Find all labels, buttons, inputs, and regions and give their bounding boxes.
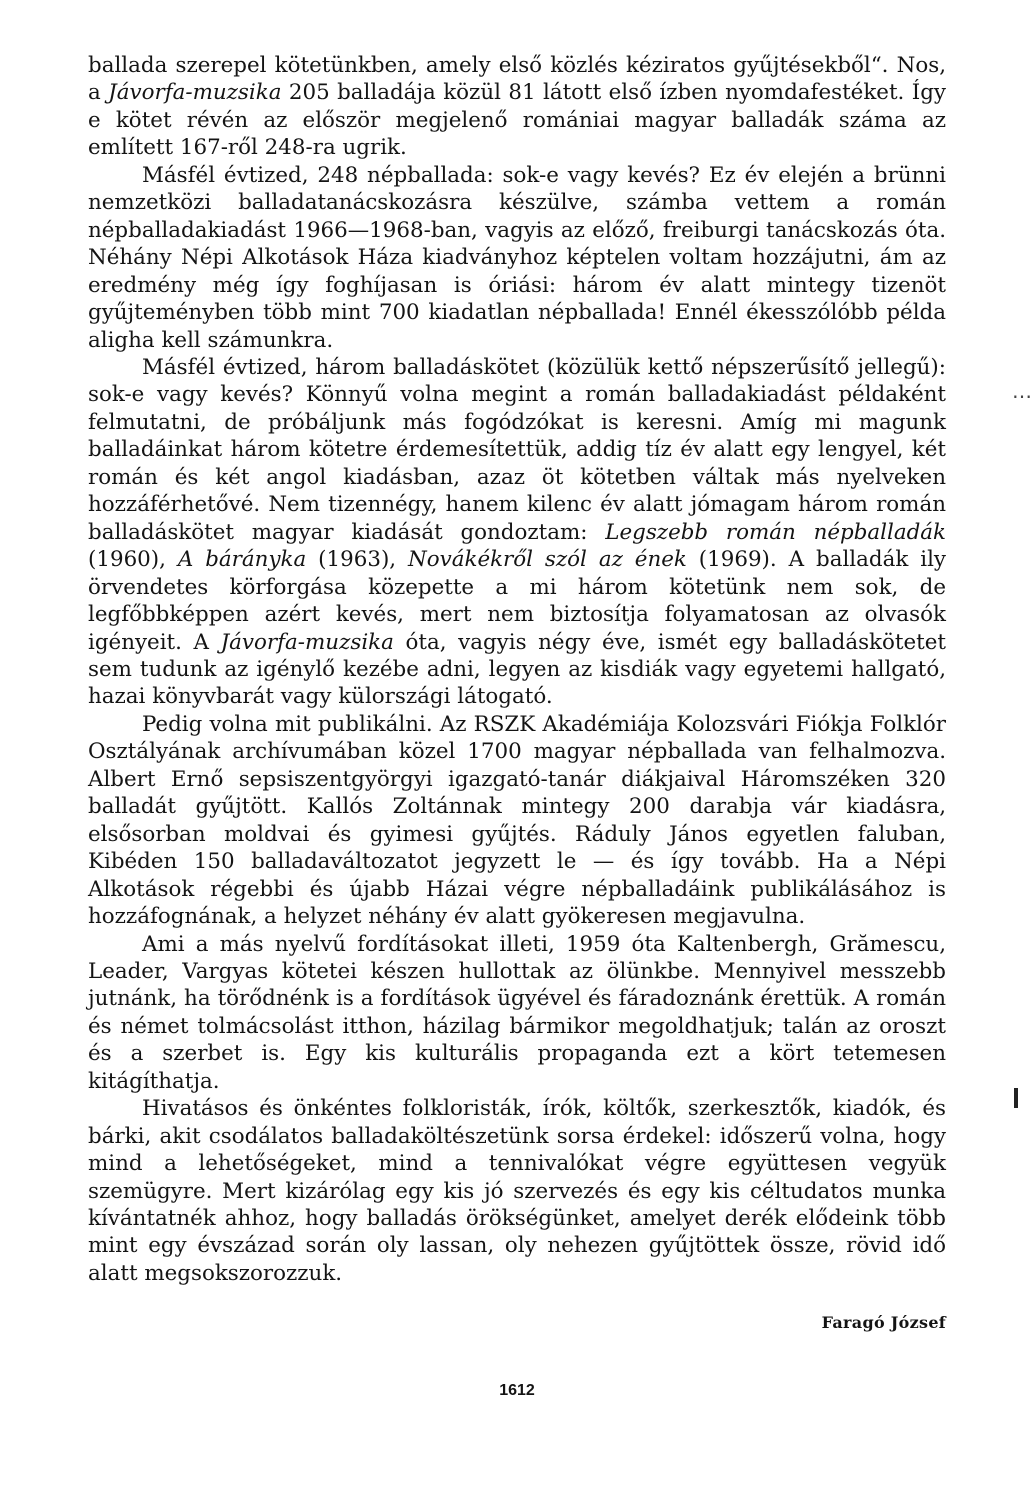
paragraph: ballada szerepel kötetünkben, amely első közlés kéziratos gyűjtésekből“. Nos, a Jávorfa-muzsika 205 balladája közül 81 látott első ízben nyomdafestéket. Így e kötet révén az először megjelenő romániai magyar balladák száma az említett 167-ről 248-ra ugrik.	[88, 53, 946, 161]
italic-title: Novákékről szól az ének	[408, 547, 687, 573]
page-number: 1612	[499, 1382, 535, 1399]
page-content	[88, 52, 947, 1399]
article-body	[88, 52, 946, 1287]
italic-title: Legszebb román népballadák	[605, 519, 947, 545]
paragraph: Hivatásos és önkéntes folkloristák, írók, költők, szerkesztők, kiadók, és bárki, akit csodálatos balladaköltészetünk sorsa érdekel: időszerű volna, hogy mind a lehetőségeket, mind a tennivalókat végre együttesen vegyük szemügyre. Mert kizárólag egy kis jó szervezés és egy kis céltudatos munka kívántatnék ahhoz, hogy balladás örökségünket, amelyet derék elődeink több mint egy évszázad során oly lassan, oly nehezen gyűjtöttek össze, rövid idő alatt megsokszorozzuk.	[88, 1096, 946, 1286]
paragraph: Ami a más nyelvű fordításokat illeti, 1959 óta Kaltenbergh, Grămescu, Leader, Vargyas kötetei készen hullottak az ölünkbe. Mennyivel messzebb jutnánk, ha törődnénk is a fordítások ügyével és fáradoznánk érettük. A román és német tolmácsolást itthon, házilag bármikor megoldhatjuk; talán az oroszt és a szerbet is. Egy kis kulturális propaganda ezt a kört tetemesen kitágíthatja.	[88, 931, 946, 1094]
margin-mark	[1014, 1088, 1018, 1108]
paragraph: Másfél évtized, három balladáskötet (közülük kettő népszerűsítő jellegű): sok-e vagy kevés? Könnyű volna megint a román balladakiadást példaként felmutatni, de próbáljunk más fogódzókat is keresni. Amíg mi magunk balladáinkat három kötetre érdemesítettük, addig tíz év alatt egy lengyel, két román és két angol kiadásban, azaz öt kötetben váltak más nyelveken hozzáférhetővé. Nem tizennégy, hanem kilenc év alatt jómagam három román balladáskötet magyar kiadását gondoztam: Legszebb román népballadák (1960), A bárányka (1963), Novákékről szól az ének (1969). A balladák ily örvendetes körforgása közepette a mi három kötetünk nem sok, de legfőbbképpen azért kevés, mert nem biztosítja folyamatosan az olvasók igényeit. A Jávorfa-muzsika óta, vagyis négy éve, ismét egy balladáskötetet sem tudunk az igénylő kezébe adni, legyen az kisdiák vagy egyetemi hallgató, hazai könyvbarát vagy külországi látogató.	[88, 354, 947, 710]
author-signature: Faragó József	[821, 1313, 946, 1332]
paragraph: Pedig volna mit publikálni. Az RSZK Akadémiája Kolozsvári Fiókja Folklór Osztályának archívumában közel 1700 magyar népballada van felhalmozva. Albert Ernő sepsiszentgyörgyi igazgató-tanár diákjaival Háromszéken 320 balladát gyűjtött. Kallós Zoltánnak mintegy 200 darabja vár kiadásra, elsősorban moldvai és gyimesi gyűjtés. Ráduly János egyetlen faluban, Kibéden 150 balladaváltozatot jegyzett le — és így tovább. Ha a Népi Alkotások régebbi és újabb Házai végre népballadáink publikálásához is hozzáfognának, a helyzet néhány év alatt gyökeresen megjavulna.	[88, 711, 946, 930]
italic-title: A bárányka	[177, 547, 307, 573]
margin-mark: ⋯	[1012, 384, 1032, 408]
paragraph: Másfél évtized, 248 népballada: sok-e vagy kevés? Ez év elején a brünni nemzetközi balladatanácskozásra készülve, számba vettem a román népballadakiadást 1966—1968-ban, vagyis az előző, freiburgi tanácskozás óta. Néhány Népi Alkotások Háza kiadványhoz képtelen voltam hozzájutni, ám az eredmény még így foghíjasan is óriási: három év alatt mintegy tizenöt gyűjteményben több mint 700 kiadatlan népballada! Ennél ékesszólóbb példa aligha kell számunkra.	[88, 162, 946, 353]
italic-title: Jávorfa-muzsika	[108, 80, 282, 106]
italic-title: Jávorfa-muzsika	[220, 629, 394, 655]
